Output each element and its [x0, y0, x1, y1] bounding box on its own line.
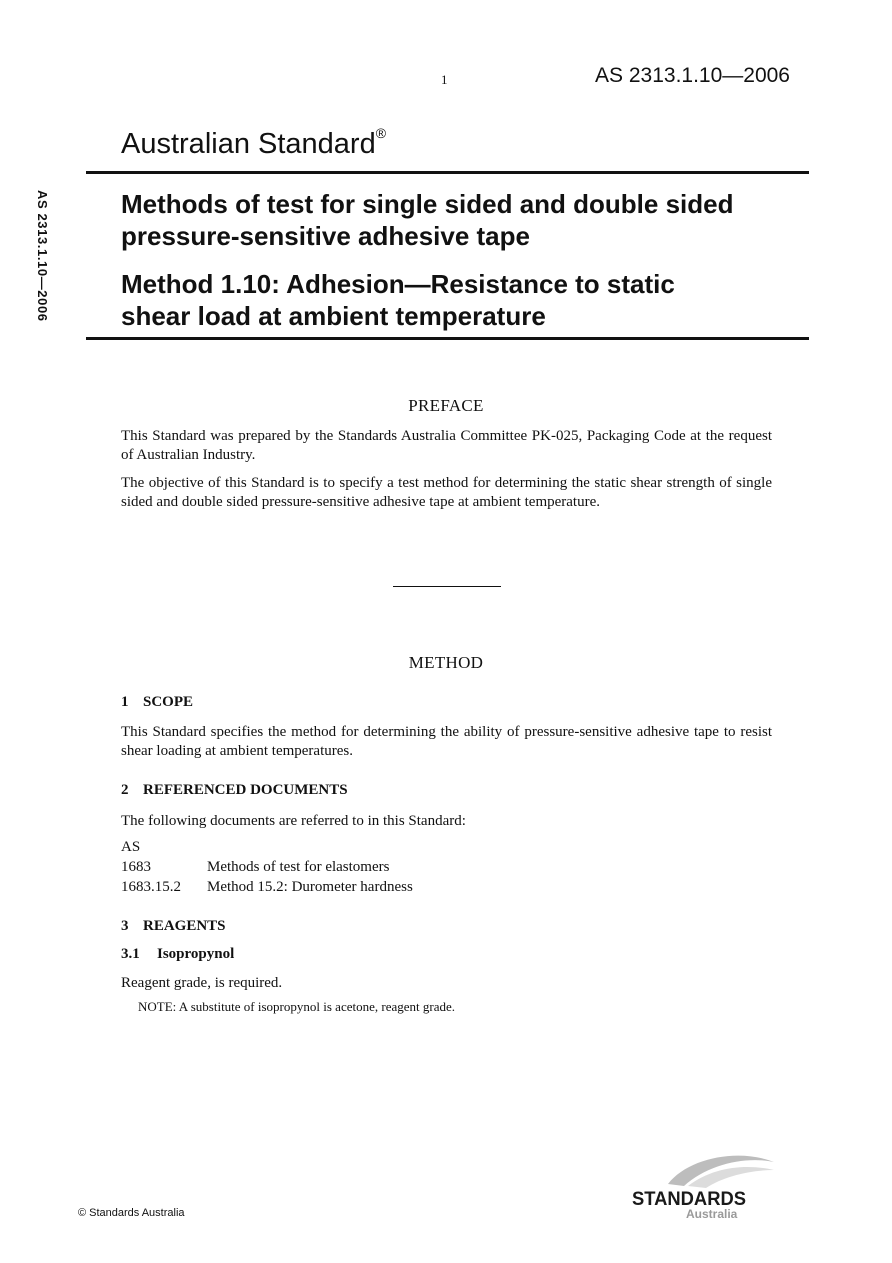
standard-brand-line	[121, 125, 387, 161]
references-intro: The following documents are referred to in this Standard:	[121, 813, 466, 829]
logo-word: STANDARDS	[632, 1189, 746, 1210]
reference-title: Methods of test for elastomers	[207, 859, 390, 875]
page-number: 1	[441, 72, 448, 87]
standards-australia-logo	[628, 1150, 774, 1222]
scope-number: 1	[121, 694, 129, 710]
reference-number: 1683	[121, 859, 151, 875]
scope-paragraph: This Standard specifies the method for determining the ability of pressure-sensitive adhesive tape to resist shear loading at ambient temperatures.	[121, 724, 772, 759]
isopropynol-heading	[121, 946, 234, 963]
scope-title: SCOPE	[143, 694, 194, 710]
reference-title: Method 15.2: Durometer hardness	[207, 879, 413, 895]
method-heading: METHOD	[408, 653, 484, 672]
main-title-line-2: pressure-sensitive adhesive tape	[121, 221, 530, 251]
reagent-paragraph: Reagent grade, is required.	[121, 975, 283, 991]
isopropynol-number: 3.1	[121, 946, 140, 962]
preface-paragraph-2: The objective of this Standard is to specify a test method for determining the static shear strength of single sided and double sided pressure-sensitive adhesive tape at ambient temperature.	[121, 475, 772, 510]
main-title-line-1: Methods of test for single sided and double sided	[121, 189, 734, 219]
copyright-notice	[78, 1207, 185, 1219]
references-number: 2	[121, 782, 129, 798]
preface-heading: PREFACE	[408, 396, 484, 415]
reagents-title: REAGENTS	[143, 918, 226, 934]
preface-paragraph-1: This Standard was prepared by the Standards Australia Committee PK-025, Packaging Code at the request of Australian Industry.	[121, 428, 772, 463]
side-document-id: AS 2313.1.10—2006	[35, 190, 50, 322]
copyright-text: Standards Australia	[89, 1207, 185, 1219]
references-group-label: AS	[121, 839, 141, 855]
bottom-rule	[86, 337, 809, 340]
reagent-note: NOTE: A substitute of isopropynol is acetone, reagent grade.	[138, 999, 455, 1014]
scope-heading	[121, 694, 193, 711]
registered-mark: ®	[375, 125, 387, 142]
referenced-documents-heading	[121, 782, 348, 799]
reagents-number: 3	[121, 918, 129, 934]
brand-name: Australian Standard	[121, 128, 376, 160]
copyright-icon: ©	[78, 1207, 87, 1219]
reagents-heading	[121, 918, 226, 935]
reference-number: 1683.15.2	[121, 879, 181, 895]
isopropynol-title: Isopropynol	[157, 946, 235, 962]
document-id: AS 2313.1.10—2006	[595, 64, 790, 87]
reference-row	[121, 879, 413, 896]
top-rule	[86, 171, 809, 174]
method-title-line-1: Method 1.10: Adhesion—Resistance to static	[121, 269, 675, 299]
section-separator	[393, 586, 501, 587]
logo-subword: Australia	[686, 1207, 738, 1221]
references-title: REFERENCED DOCUMENTS	[143, 782, 348, 798]
reference-row	[121, 859, 389, 876]
method-title-line-2: shear load at ambient temperature	[121, 301, 546, 331]
